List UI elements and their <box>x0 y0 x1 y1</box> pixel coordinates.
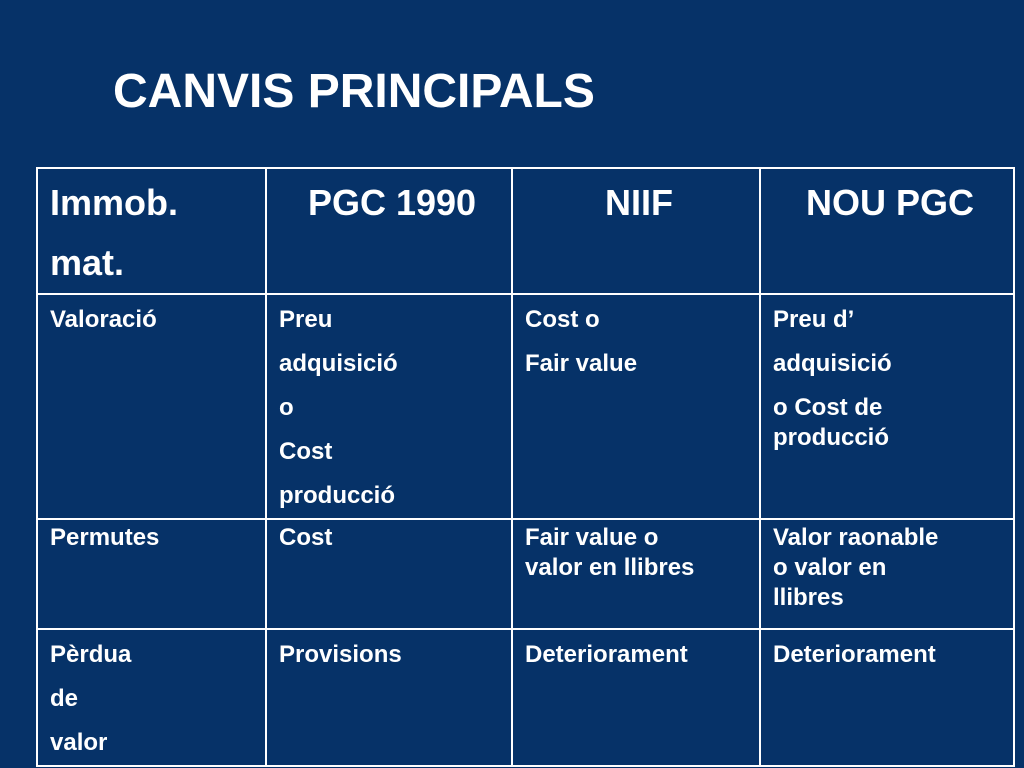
cell-text-line: Deteriorament <box>525 641 688 668</box>
slide-title: CANVIS PRINCIPALS <box>113 65 595 118</box>
niif-cell <box>512 629 760 766</box>
row-label-line: de <box>50 685 79 712</box>
cell-text-line: Fair value o <box>525 524 659 551</box>
row-label: Valoració <box>50 306 157 333</box>
comparison-table <box>36 167 1015 767</box>
table-header-row <box>37 168 1014 294</box>
nou-pgc-cell <box>760 629 1014 766</box>
cell-text-line: Deteriorament <box>773 641 936 668</box>
cell-text-line: producció <box>279 482 396 509</box>
niif-cell <box>512 294 760 519</box>
cell-text-line: producció <box>773 424 890 451</box>
row-label-cell <box>37 519 266 629</box>
row-label-line: valor <box>50 729 108 756</box>
row-label-cell <box>37 294 266 519</box>
header-cell-nou-pgc <box>760 168 1014 294</box>
row-label-cell <box>37 629 266 766</box>
header-text: NIIF <box>605 182 673 223</box>
cell-text-line: llibres <box>773 584 844 611</box>
cell-text-line: Preu <box>279 306 333 333</box>
row-label: Permutes <box>50 524 160 551</box>
header-text-line: mat. <box>50 242 125 283</box>
cell-text-line: o <box>279 394 294 421</box>
nou-pgc-cell <box>760 294 1014 519</box>
row-label-line: Pèrdua <box>50 641 132 668</box>
cell-text-line: Cost <box>279 438 333 465</box>
table-row <box>37 519 1014 629</box>
pgc1990-cell <box>266 519 512 629</box>
cell-text-line: Fair value <box>525 350 638 377</box>
pgc1990-cell <box>266 629 512 766</box>
cell-text-line: Cost <box>279 524 333 551</box>
header-cell-pgc-1990 <box>266 168 512 294</box>
cell-text-line: Preu d’ <box>773 306 855 333</box>
cell-text-line: Valor raonable <box>773 524 939 551</box>
header-cell-niif <box>512 168 760 294</box>
cell-text-line: Provisions <box>279 641 402 668</box>
table-row <box>37 629 1014 766</box>
header-cell-immob <box>37 168 266 294</box>
cell-text-line: Cost o <box>525 306 600 333</box>
header-text: NOU PGC <box>805 182 974 223</box>
header-text: PGC 1990 <box>307 182 477 223</box>
nou-pgc-cell <box>760 519 1014 629</box>
cell-text-line: adquisició <box>279 350 398 377</box>
cell-text-line: valor en llibres <box>525 554 695 581</box>
cell-text-line: adquisició <box>773 350 892 377</box>
niif-cell <box>512 519 760 629</box>
cell-text-line: o Cost de <box>773 394 883 421</box>
pgc1990-cell <box>266 294 512 519</box>
header-text-line: Immob. <box>50 182 179 223</box>
cell-text-line: o valor en <box>773 554 887 581</box>
table-row <box>37 294 1014 519</box>
